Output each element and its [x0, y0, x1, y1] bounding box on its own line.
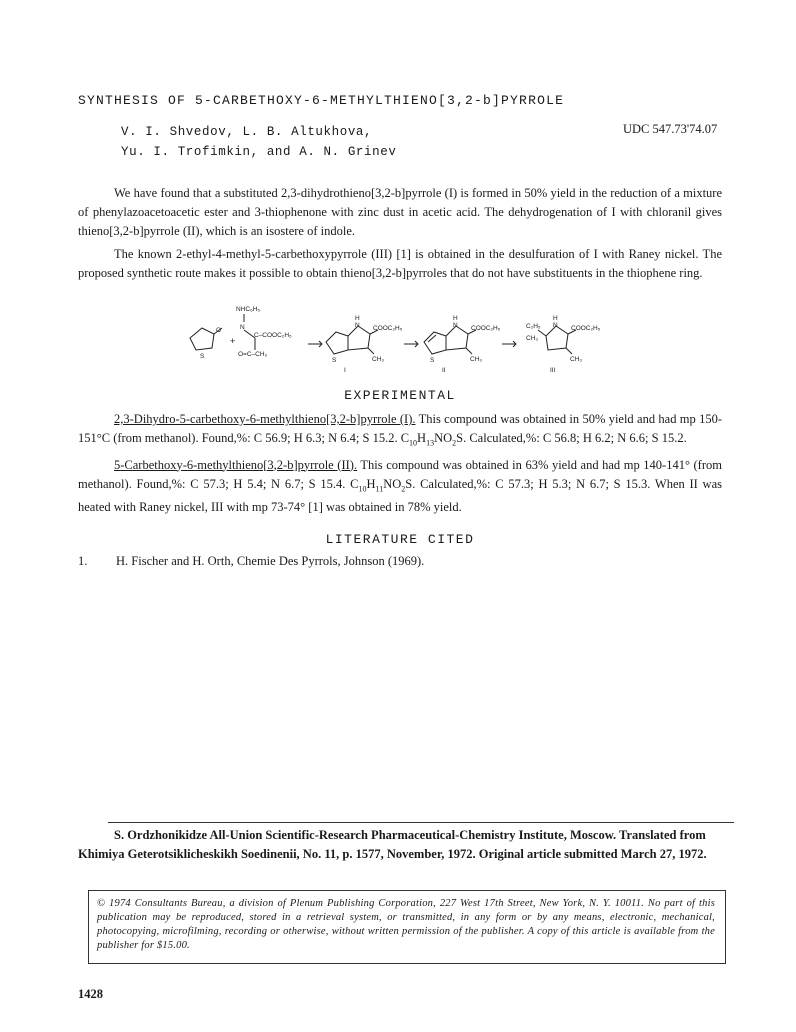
- compound-I-pyrrole-ring: [348, 326, 370, 350]
- copyright-box: [88, 890, 726, 964]
- compound-I-h-label: H: [355, 315, 360, 322]
- intro-paragraph-1: We have found that a substituted 2,3-dihydrothieno[3,2-b]pyrrole (I) is formed in 50% yield in the reduction of a mixture of phenylazoacetoacetic ester and 3-thiophenone with zinc dust in acetic acid. The dehydrogenation of I with chloranil gives thieno[3,2-b]pyrrole (II), which is an isostere of indole.: [78, 186, 722, 238]
- experimental-heading: EXPERIMENTAL: [344, 388, 456, 403]
- compound-2-paragraph: 5-Carbethoxy-6-methylthieno[3,2-b]pyrrole (II). This compound was obtained in 63% yield and had mp 140-141° (from methanol). Found,%: C 57.3; H 5.4; N 6.7; S 15.4. $C_{10}H_{11}NO_2S$. Calculated,%: C 57.3; H 5.3; N 6.7; S 15.3. When II was heated with Raney nickel, III with mp 73-74° [1] was obtained in 78% yield.: [78, 457, 722, 514]
- compound-III-ch3-left-label: CH₃: [526, 335, 539, 342]
- compound-I-s-label: S: [332, 357, 337, 364]
- compound-II-s-label: S: [430, 357, 435, 364]
- compound-I-thiophene-ring: [326, 332, 348, 354]
- affiliation-footnote: S. Ordzhonikidze All-Union Scientific-Research Pharmaceutical-Chemistry Institute, Moscow. Translated from Khimiya Geterotsiklicheskikh Soedinenii, No. 11, p. 1577, November, 1972. Original article submitted March 27, 1972.: [78, 828, 707, 861]
- compound-III-ch3-label: CH₃: [570, 356, 583, 363]
- compound-1-name: 2,3-Dihydro-5-carbethoxy-6-methylthieno[3,2-b]pyrrole (I).: [114, 412, 416, 426]
- compound-III-c2h5-label: C₂H₅: [526, 323, 541, 330]
- compound-III-h-label: H: [553, 315, 558, 322]
- page-number: 1428: [78, 987, 103, 1001]
- c-cooc2h5-label: C–COOC₂H₅: [254, 332, 292, 339]
- compound-II-h-label: H: [453, 315, 458, 322]
- compound-II-pyrrole-ring: [446, 326, 468, 350]
- authors-line-1: V. I. Shvedov, L. B. Altukhova,: [121, 125, 373, 139]
- thiophenone-ring: [190, 328, 214, 350]
- article-title: SYNTHESIS OF 5-CARBETHOXY-6-METHYLTHIENO[3,2-b]PYRROLE: [78, 93, 565, 108]
- thiophenone-s-label: S: [200, 353, 205, 360]
- compound-2-name: 5-Carbethoxy-6-methylthieno[3,2-b]pyrrole (II).: [114, 457, 358, 472]
- compound-III-label: III: [550, 367, 556, 374]
- compound-I-ch3-label: CH₃: [372, 356, 385, 363]
- compound-II-label: II: [442, 367, 446, 374]
- n-label: N: [240, 324, 245, 331]
- authors-line-2: Yu. I. Trofimkin, and A. N. Grinev: [121, 145, 397, 159]
- compound-III-n-label: N: [553, 322, 558, 329]
- reference-1: [78, 554, 424, 569]
- reference-text: H. Fischer and H. Orth, Chemie Des Pyrrols, Johnson (1969).: [116, 554, 425, 568]
- nhc6h5-label: NHC₆H₅: [236, 306, 261, 313]
- reference-number: 1.: [78, 554, 88, 568]
- compound-1-paragraph: 2,3-Dihydro-5-carbethoxy-6-methylthieno[3,2-b]pyrrole (I). This compound was obtained in 50% yield and had mp 150-151°C (from methanol). Found,%: C 56.9; H 6.3; N 6.4; S 15.2. $C_{10}H_{13}NO_2S$. Calculated,%: C 56.8; H 6.2; N 6.6; S 15.2.: [78, 412, 722, 448]
- footnote-rule: [108, 822, 734, 823]
- intro-paragraph-2: The known 2-ethyl-4-methyl-5-carbethoxypyrrole (III) [1] is obtained in the desulfuration of I with Raney nickel. The proposed synthetic route makes it possible to obtain thieno[3,2-b]pyrroles that do not have substituents in the thiophene ring.: [78, 247, 722, 280]
- compound-I-label: I: [344, 367, 346, 374]
- compound-II-ch3-label: CH₃: [470, 356, 483, 363]
- reaction-scheme: [180, 300, 620, 375]
- plus-sign: +: [230, 336, 236, 346]
- compound-I-ester-label: COOC₂H₅: [373, 325, 403, 332]
- compound-II-ester-label: COOC₂H₅: [471, 325, 501, 332]
- intro-section: [78, 184, 722, 283]
- udc-code: UDC 547.73'74.07: [623, 122, 718, 136]
- author-list: [121, 122, 396, 162]
- compound-III-pyrrole-ring: [546, 326, 568, 350]
- experimental-section: [78, 410, 722, 517]
- copyright-notice: © 1974 Consultants Bureau, a division of Plenum Publishing Corporation, 227 West 17th Street, New York, N. Y. 10011. No part of this publication may be reproduced, stored in a retrieval system, or transmitted, in any form or by any means, electronic, mechanical, photocopying, microfilming, recording or otherwise, without written permission of the publisher. A copy of this article is available from the publisher for $15.00.: [97, 898, 715, 951]
- compound-II-n-label: N: [453, 322, 458, 329]
- o-c-ch3-label: O=C–CH₃: [238, 351, 268, 358]
- compound-I-n-label: N: [355, 322, 360, 329]
- compound-III-ester-label: COOC₂H₅: [571, 325, 601, 332]
- ketone-o-label: O: [216, 327, 222, 334]
- literature-heading: LITERATURE CITED: [325, 532, 475, 547]
